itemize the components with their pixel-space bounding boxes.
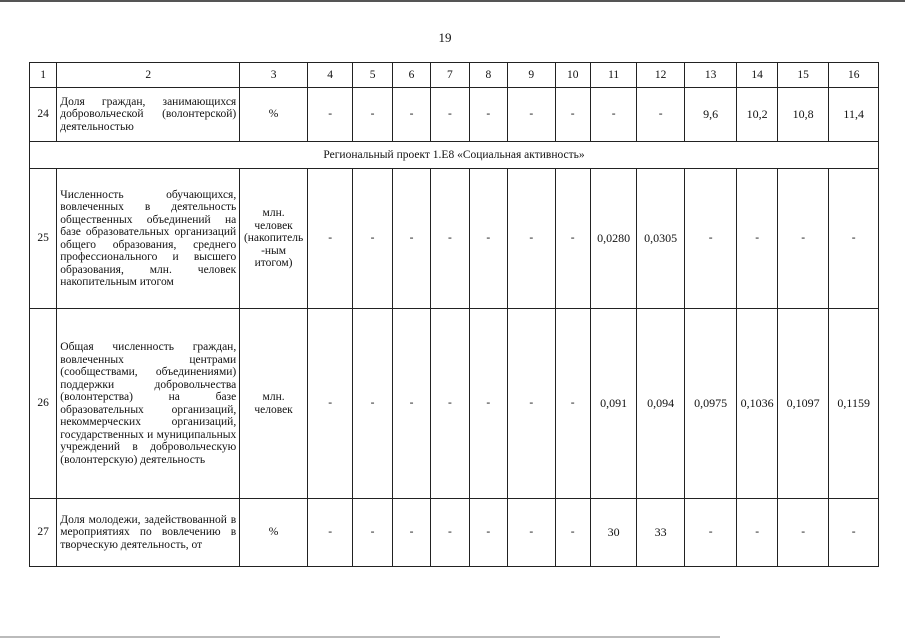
header-row (30, 63, 879, 88)
value-cell: - (555, 88, 590, 142)
value-cell: - (307, 499, 352, 567)
top-border-line (0, 0, 905, 2)
value-cell: 0,094 (637, 309, 685, 499)
value-cell: - (508, 499, 556, 567)
indicator-name: Общая численность граждан, вовлеченных центрами (сообществами, объединениями) поддержки добровольчества (волонтерства) на базе образовательных организаций, некоммерческих организаций, государственных и муниципальных учреждений в добровольческую (волонтерскую) деятельность (57, 309, 240, 499)
value-cell: 0,0280 (590, 169, 636, 309)
header-cell: 8 (469, 63, 507, 88)
value-cell: - (737, 169, 777, 309)
header-cell: 3 (240, 63, 308, 88)
value-cell: - (431, 169, 469, 309)
value-cell: - (353, 169, 392, 309)
header-cell: 5 (353, 63, 392, 88)
value-cell: - (777, 499, 829, 567)
value-cell: - (829, 499, 879, 567)
header-cell: 9 (508, 63, 556, 88)
value-cell: - (684, 499, 737, 567)
table-row-25 (30, 169, 879, 309)
value-cell: - (590, 88, 636, 142)
row-number: 27 (30, 499, 57, 567)
header-cell: 10 (555, 63, 590, 88)
header-cell: 12 (637, 63, 685, 88)
value-cell: - (431, 499, 469, 567)
header-cell: 2 (57, 63, 240, 88)
header-cell: 11 (590, 63, 636, 88)
unit-cell: % (240, 88, 308, 142)
value-cell: - (737, 499, 777, 567)
value-cell: - (307, 88, 352, 142)
unit-cell: млн. человек (накопитель -ным итогом) (240, 169, 308, 309)
section-title: Региональный проект 1.Е8 «Социальная активность» (30, 142, 879, 169)
indicators-table (29, 62, 879, 567)
value-cell: - (829, 169, 879, 309)
header-cell: 4 (307, 63, 352, 88)
section-row (30, 142, 879, 169)
value-cell: 11,4 (829, 88, 879, 142)
row-number: 25 (30, 169, 57, 309)
value-cell: 0,1036 (737, 309, 777, 499)
indicator-name: Доля граждан, занимающихся добровольческой (волонтерской) деятельностью (57, 88, 240, 142)
value-cell: - (508, 309, 556, 499)
header-cell: 7 (431, 63, 469, 88)
unit-cell: % (240, 499, 308, 567)
header-cell: 6 (392, 63, 430, 88)
bottom-border-line (0, 636, 720, 638)
value-cell: 0,1159 (829, 309, 879, 499)
value-cell: - (431, 309, 469, 499)
indicator-name: Численность обучающихся, вовлеченных в деятельность общественных объединений на базе образовательных организаций общего образования, среднего профессионального и высшего образования, млн. человек накопительным итогом (57, 169, 240, 309)
header-cell: 16 (829, 63, 879, 88)
value-cell: 10,2 (737, 88, 777, 142)
header-cell: 15 (777, 63, 829, 88)
row-number: 24 (30, 88, 57, 142)
value-cell: - (684, 169, 737, 309)
value-cell: - (392, 499, 430, 567)
table-row-27 (30, 499, 879, 567)
value-cell: - (555, 499, 590, 567)
value-cell: 9,6 (684, 88, 737, 142)
value-cell: - (353, 309, 392, 499)
value-cell: 33 (637, 499, 685, 567)
value-cell: - (508, 88, 556, 142)
value-cell: - (469, 309, 507, 499)
value-cell: - (469, 169, 507, 309)
table-row-26 (30, 309, 879, 499)
value-cell: - (392, 169, 430, 309)
header-cell: 13 (684, 63, 737, 88)
value-cell: - (777, 169, 829, 309)
header-cell: 1 (30, 63, 57, 88)
value-cell: - (307, 309, 352, 499)
indicator-name: Доля молодежи, задействованной в мероприятиях по вовлечению в творческую деятельность, от (57, 499, 240, 567)
value-cell: - (555, 309, 590, 499)
value-cell: - (555, 169, 590, 309)
value-cell: - (469, 88, 507, 142)
table-row-24 (30, 88, 879, 142)
value-cell: - (353, 499, 392, 567)
value-cell: - (637, 88, 685, 142)
value-cell: 0,1097 (777, 309, 829, 499)
value-cell: 0,0305 (637, 169, 685, 309)
page-number: 19 (438, 30, 452, 45)
value-cell: - (392, 88, 430, 142)
value-cell: - (431, 88, 469, 142)
unit-cell: млн. человек (240, 309, 308, 499)
value-cell: 30 (590, 499, 636, 567)
header-cell: 14 (737, 63, 777, 88)
value-cell: 0,0975 (684, 309, 737, 499)
row-number: 26 (30, 309, 57, 499)
value-cell: - (392, 309, 430, 499)
value-cell: 0,091 (590, 309, 636, 499)
value-cell: - (353, 88, 392, 142)
value-cell: - (469, 499, 507, 567)
value-cell: - (508, 169, 556, 309)
value-cell: - (307, 169, 352, 309)
value-cell: 10,8 (777, 88, 829, 142)
